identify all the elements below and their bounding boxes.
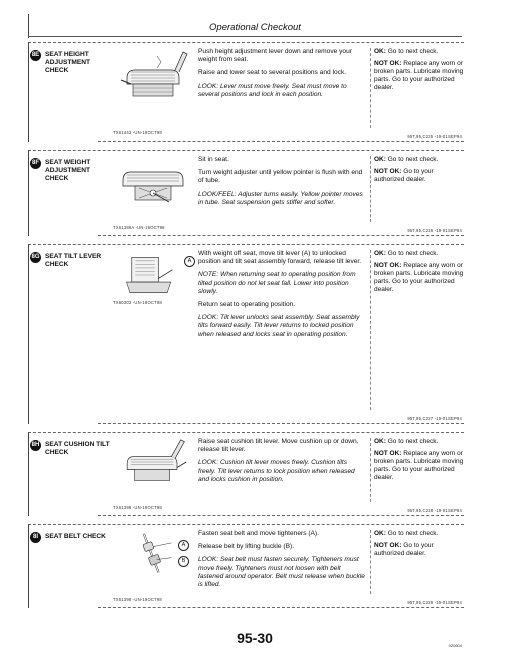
instructions: Sit in seat. Turn weight adjuster until yellow pointer is flush with end of tube. LOOK/FEEL: Adjuster turns easily. Yellow pointer moves in tube. Seat suspension gets stiffer and softer. <box>198 156 363 206</box>
reference-code: 95T,95,C229 -19-01SEP94 <box>407 600 462 605</box>
page-number: 95-30 <box>237 630 273 646</box>
step-badge: 8F <box>30 158 41 169</box>
section-title: SEAT BELT CHECK <box>45 533 106 540</box>
check-section-seat-tilt <box>28 244 464 424</box>
reference-code: 95T,95,C226 -19-01SEP94 <box>407 228 462 233</box>
callout-a: A <box>184 256 195 267</box>
check-section-seat-weight <box>28 150 464 236</box>
result-column: OK: Go to next check. NOT OK: Go to your authorized dealer. <box>374 530 439 558</box>
section-title: SEAT TILT LEVER CHECK <box>45 253 102 268</box>
figure-code: TX61398 -UN-19OCT98 <box>113 597 162 602</box>
instructions: Fasten seat belt and move tighteners (A). Release belt by lifting buckle (B). LOOK: Seat belt must fasten securely. Tighteners must move freely. Tighteners must not loosen with belt fastened around operator. Belt must release when buckle is lifted. <box>198 530 365 589</box>
figure-code: TX61443 -UN-19OCT98 <box>113 130 162 135</box>
callout-b: B <box>178 556 189 567</box>
result-column: OK: Go to next check. NOT OK: Replace any worn or broken parts. Lubricate moving parts. Go to your authorized dealer. <box>374 438 464 482</box>
instructions: Push height adjustment lever down and remove your weight from seat. Raise and lower seat to several positions and lock. LOOK: Lever must move freely. Seat must move to several positions and lock in each position. <box>198 48 352 98</box>
instructions: Raise seat cushion tilt lever. Move cushion up or down, release tilt lever. LOOK: Cushion tilt lever moves freely. Cushion tilts freely. Tilt lever returns to lock position when released and locks cushion in position. <box>198 438 359 483</box>
result-column: OK: Go to next check. NOT OK: Replace any worn or broken parts. Lubricate moving parts. Go to your authorized dealer. <box>374 250 464 294</box>
check-section-seat-height <box>28 42 464 142</box>
section-title: SEAT HEIGHT ADJUSTMENT CHECK <box>45 51 91 74</box>
step-badge: 8G <box>30 252 41 263</box>
section-title: SEAT CUSHION TILT CHECK <box>45 441 110 456</box>
seat-illustration <box>113 48 193 100</box>
callout-a: A <box>178 540 189 551</box>
instructions: With weight off seat, move tilt lever (A) to unlocked position and tilt seat assembly forward, release tilt lever. NOTE: When returning seat to operating position from tilted position do not let seat fall. Lower into position slowly. Return seat to operating position. LOOK: Tilt lever unlocks seat assembly. Seat assembly tilts forward easily. Tilt lever returns to locked position when released and locks seat in operating position. <box>198 250 362 338</box>
header-rule <box>28 36 462 37</box>
reference-code: 95T,95,C228 -19-01SEP94 <box>407 508 462 513</box>
step-badge: 8I <box>30 532 41 543</box>
reference-code: 95T,95,C225 -19-01SEP94 <box>407 134 462 139</box>
step-badge: 8H <box>30 440 41 451</box>
figure-code: TX61396 -UN-19OCT98 <box>113 505 162 510</box>
page-header: Operational Checkout <box>209 22 301 33</box>
seat-belt-illustration <box>113 530 193 578</box>
check-section-seat-belt <box>28 524 464 608</box>
seat-illustration <box>113 438 193 486</box>
result-column: OK: Go to next check. NOT OK: Go to your authorized dealer. <box>374 156 439 184</box>
seat-illustration <box>113 252 193 298</box>
step-badge: 8E <box>30 50 41 61</box>
check-section-cushion-tilt <box>28 432 464 516</box>
figure-code: TX60303 -UN-19OCT98 <box>113 300 162 305</box>
figure-code: TX61386A -UN-19OCT98 <box>113 225 165 230</box>
section-title: SEAT WEIGHT ADJUSTMENT CHECK <box>45 159 91 182</box>
result-column: OK: Go to next check. NOT OK: Replace any worn or broken parts. Lubricate moving parts. Go to your authorized dealer. <box>374 48 464 92</box>
corner-code: 020604 <box>448 643 462 648</box>
seat-illustration <box>113 156 193 208</box>
reference-code: 95T,95,C227 -19-01SEP94 <box>407 416 462 421</box>
